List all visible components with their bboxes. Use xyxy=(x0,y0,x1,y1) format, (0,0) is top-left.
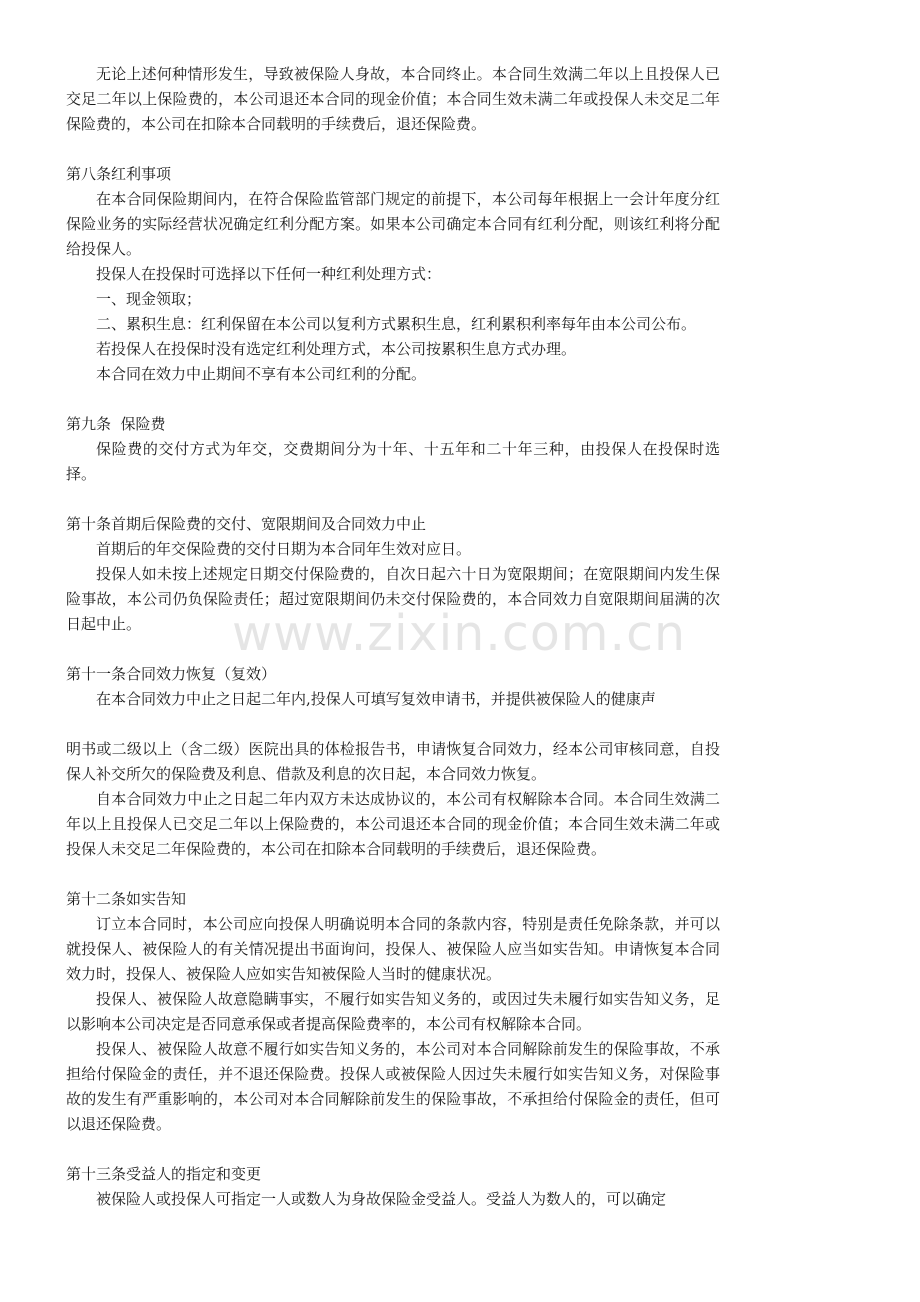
section-gap xyxy=(66,387,720,412)
paragraph: 本合同在效力中止期间不享有本公司红利的分配。 xyxy=(96,365,427,383)
list-item: 一、现金领取； xyxy=(96,290,202,308)
section-heading-10: 第十条首期后保险费的交付、宽限期间及合同效力中止 xyxy=(66,515,427,533)
section-heading-12: 第十二条如实告知 xyxy=(66,890,187,908)
paragraph: 若投保人在投保时没有选定红利处理方式，本公司按累积生息方式办理。 xyxy=(96,340,577,358)
paragraph: 无论上述何种情形发生，导致被保险人身故，本合同终止。本合同生效满二年以上且投保人已交足二年以上保险费的，本公司退还本合同的现金价值；本合同生效未满二年或投保人未交足二年保险费的，本公司在扣除本合同载明的手续费后，退还保险费。 xyxy=(66,65,720,133)
paragraph: 在本合同效力中止之日起二年内,投保人可填写复效申请书，并提供被保险人的健康声 xyxy=(96,690,656,708)
paragraph: 投保人如未按上述规定日期交付保险费的，自次日起六十日为宽限期间；在宽限期间内发生保险事故，本公司仍负保险责任；超过宽限期间仍未交付保险费的，本合同效力自宽限期间届满的次日起中止。 xyxy=(66,565,720,633)
section-heading-9: 第九条 保险费 xyxy=(66,415,166,433)
paragraph: 自本合同效力中止之日起二年内双方未达成协议的，本公司有权解除本合同。本合同生效满二年以上且投保人已交足二年以上保险费的，本公司退还本合同的现金价值；本合同生效未满二年或投保人未交足二年保险费的，本公司在扣除本合同载明的手续费后，退还保险费。 xyxy=(66,790,720,858)
section-gap xyxy=(66,1137,720,1162)
paragraph: 被保险人或投保人可指定一人或数人为身故保险金受益人。受益人为数人的，可以确定 xyxy=(96,1190,667,1208)
watermark: www.zixin.com.cn xyxy=(232,605,687,662)
paragraph: 投保人、被保险人故意隐瞒事实，不履行如实告知义务的，或因过失未履行如实告知义务，足以影响本公司决定是否同意承保或者提高保险费率的，本公司有权解除本合同。 xyxy=(66,990,720,1033)
section-gap xyxy=(66,862,720,887)
paragraph: 投保人、被保险人故意不履行如实告知义务的，本公司对本合同解除前发生的保险事故，不承担给付保险金的责任，并不退还保险费。投保人或被保险人因过失未履行如实告知义务，对保险事故的发生有严重影响的，本公司对本合同解除前发生的保险事故，不承担给付保险金的责任，但可以退还保险费。 xyxy=(66,1040,720,1133)
paragraph-continuation: 明书或二级以上（含二级）医院出具的体检报告书，申请恢复合同效力，经本公司审核同意，自投保人补交所欠的保险费及利息、借款及利息的次日起，本合同效力恢复。 xyxy=(66,740,720,783)
section-heading-8: 第八条红利事项 xyxy=(66,165,172,183)
paragraph: 订立本合同时，本公司应向投保人明确说明本合同的条款内容，特别是责任免除条款，并可以就投保人、被保险人的有关情况提出书面询问，投保人、被保险人应当如实告知。申请恢复本合同效力时，投保人、被保险人应如实告知被保险人当时的健康状况。 xyxy=(66,915,720,983)
section-heading-11: 第十一条合同效力恢复（复效） xyxy=(66,665,277,683)
section-gap xyxy=(66,137,720,162)
section-heading-13: 第十三条受益人的指定和变更 xyxy=(66,1165,262,1183)
paragraph: 投保人在投保时可选择以下任何一种红利处理方式： xyxy=(96,265,442,283)
section-gap xyxy=(66,712,720,737)
paragraph: 首期后的年交保险费的交付日期为本合同年生效对应日。 xyxy=(96,540,472,558)
paragraph: 保险费的交付方式为年交，交费期间分为十年、十五年和二十年三种，由投保人在投保时选择。 xyxy=(66,440,720,483)
paragraph: 在本合同保险期间内，在符合保险监管部门规定的前提下，本公司每年根据上一会计年度分红保险业务的实际经营状况确定红利分配方案。如果本公司确定本合同有红利分配，则该红利将分配给投保人。 xyxy=(66,190,720,258)
section-gap xyxy=(66,637,720,662)
document-page xyxy=(66,62,720,1212)
section-gap xyxy=(66,487,720,512)
list-item: 二、累积生息：红利保留在本公司以复利方式累积生息，红利累积利率每年由本公司公布。 xyxy=(96,315,697,333)
